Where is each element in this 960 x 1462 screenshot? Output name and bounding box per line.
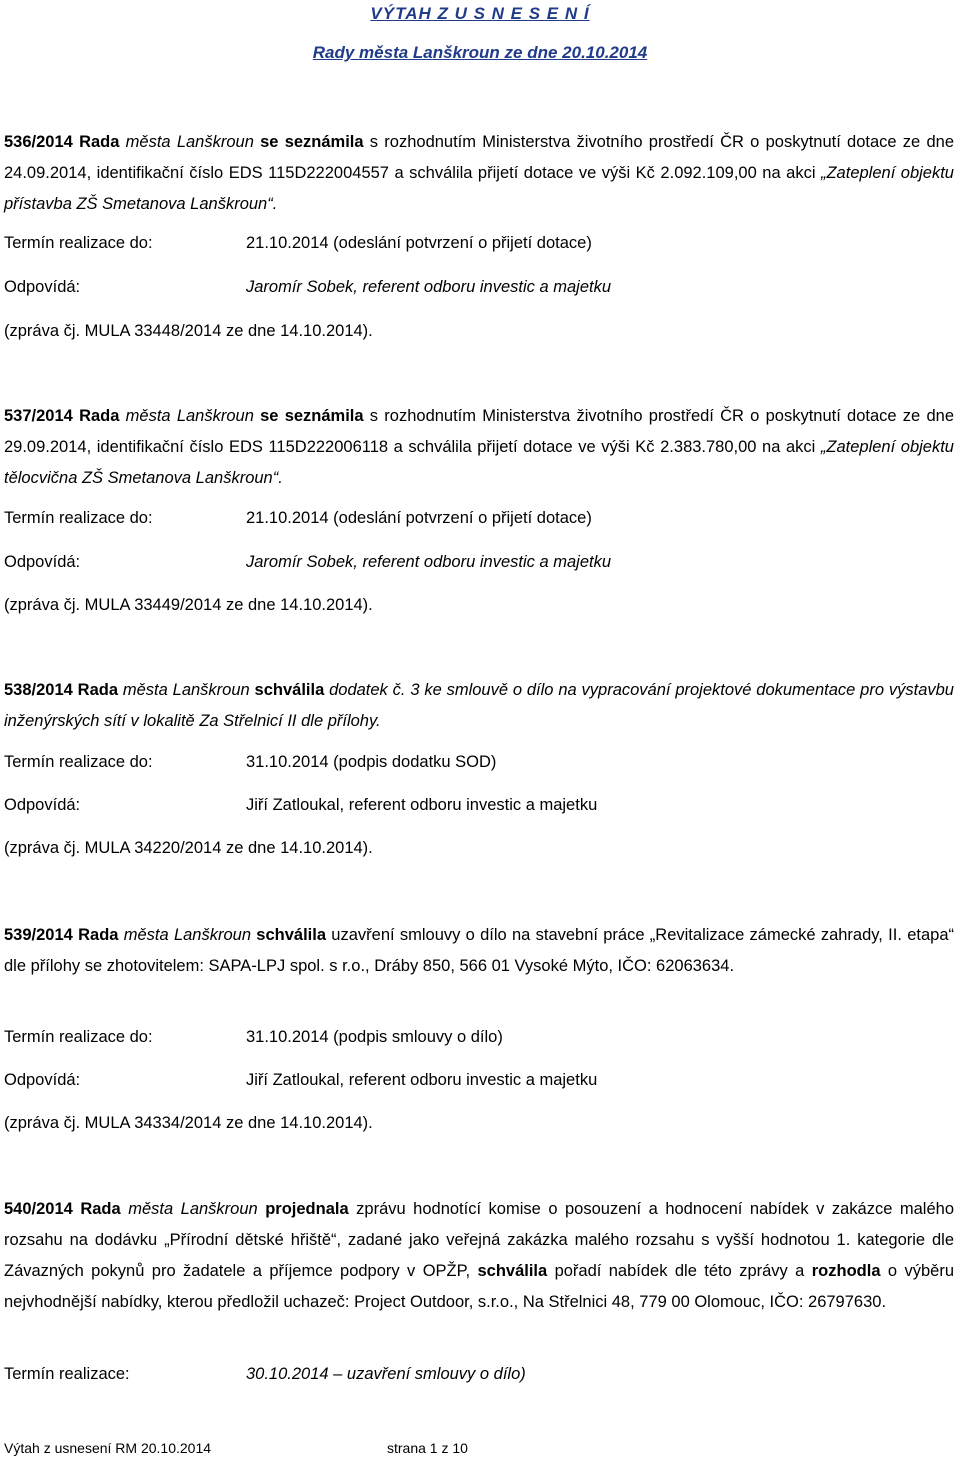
document-subtitle: Rady města Lanškroun ze dne 20.10.2014 <box>312 43 648 62</box>
resolution-verb: schválila <box>254 681 325 699</box>
termin-label: Termín realizace do: <box>4 753 153 771</box>
termin-label: Termín realizace: <box>4 1365 130 1383</box>
footer-page-number: strana 1 z 10 <box>387 1440 468 1456</box>
resolution-536-reference: (zpráva čj. MULA 33448/2014 ze dne 14.10.2014). <box>4 322 373 340</box>
resolution-verb: se seznámila <box>260 407 364 425</box>
resolution-subject: Rada <box>78 926 119 944</box>
termin-value: 30.10.2014 – uzavření smlouvy o dílo) <box>246 1365 526 1383</box>
termin-value: 31.10.2014 (podpis smlouvy o dílo) <box>246 1028 503 1046</box>
odpovida-value: Jaromír Sobek, referent odboru investic a majetku <box>246 278 612 296</box>
resolution-number: 540/2014 <box>4 1200 73 1218</box>
resolution-536-termin <box>4 234 954 256</box>
resolution-540-termin <box>4 1365 954 1387</box>
resolution-538-reference: (zpráva čj. MULA 34220/2014 ze dne 14.10.2014). <box>4 839 373 857</box>
resolution-number: 536/2014 <box>4 133 73 151</box>
resolution-subject: Rada <box>79 133 120 151</box>
resolution-number: 538/2014 <box>4 681 73 699</box>
resolution-538-odpovida <box>4 796 954 818</box>
termin-label: Termín realizace do: <box>4 234 153 252</box>
odpovida-label: Odpovídá: <box>4 553 81 571</box>
resolution-539-termin <box>4 1028 954 1050</box>
resolution-537-reference: (zpráva čj. MULA 33449/2014 ze dne 14.10.2014). <box>4 596 373 614</box>
termin-value: 31.10.2014 (podpis dodatku SOD) <box>246 753 497 771</box>
termin-label: Termín realizace do: <box>4 1028 153 1046</box>
resolution-539-reference: (zpráva čj. MULA 34334/2014 ze dne 14.10.2014). <box>4 1114 373 1132</box>
odpovida-value: Jiří Zatloukal, referent odboru investic a majetku <box>246 1071 598 1089</box>
resolution-verb-2: schválila <box>477 1262 548 1280</box>
resolution-536-odpovida <box>4 278 954 300</box>
resolution-number: 539/2014 <box>4 926 73 944</box>
odpovida-label: Odpovídá: <box>4 1071 81 1089</box>
resolution-540-text: 540/2014 Rada města Lanškroun projednala zprávu hodnotící komise o posouzení a hodnocení nabídek v zakázce malého rozsahu na dodávku „Přírodní dětské hřiště“, zadané jako veřejná zakázka malého rozsahu s vyšší hodnotou 1. kategorie dle Závazných pokynů pro žadatele a příjemce podpory v OPŽP, schválila pořadí nabídek dle této zprávy a rozhodla o výběru nejvhodnější nabídky, kterou předložil uchazeč: Project Outdoor, s.r.o., Na Střelnici 48, 779 00 Olomouc, IČO: 26797630. <box>4 1200 955 1311</box>
footer-document-name: Výtah z usnesení RM 20.10.2014 <box>4 1440 212 1456</box>
resolution-verb: schválila <box>256 926 327 944</box>
resolution-537-text: 537/2014 Rada města Lanškroun se seznámila s rozhodnutím Ministerstva životního prostředí ČR o poskytnutí dotace ze dne 29.09.2014, identifikační číslo EDS 115D222006118 a schválila přijetí dotace ve výši Kč 2.383.780,00 na akci „Zateplení objektu tělocvična ZŠ Smetanova Lanškroun“. <box>4 407 954 487</box>
resolution-538-text: 538/2014 Rada města Lanškroun schválila dodatek č. 3 ke smlouvě o dílo na vypracování projektové dokumentace pro výstavbu inženýrských sítí v lokalitě Za Střelnicí II dle přílohy. <box>4 681 954 730</box>
resolution-536-text: 536/2014 Rada města Lanškroun se seznámila s rozhodnutím Ministerstva životního prostředí ČR o poskytnutí dotace ze dne 24.09.2014, identifikační číslo EDS 115D222004557 a schválila přijetí dotace ve výši Kč 2.092.109,00 na akci „Zateplení objektu přístavba ZŠ Smetanova Lanškroun“. <box>4 133 954 213</box>
odpovida-value: Jiří Zatloukal, referent odboru investic a majetku <box>246 796 598 814</box>
resolution-539-odpovida <box>4 1071 954 1093</box>
resolution-number: 537/2014 <box>4 407 73 425</box>
resolution-subject: Rada <box>79 407 120 425</box>
resolution-538-termin <box>4 753 954 775</box>
termin-value: 21.10.2014 (odeslání potvrzení o přijetí dotace) <box>246 509 592 527</box>
resolution-537-termin <box>4 509 954 531</box>
resolution-verb: projednala <box>265 1200 349 1218</box>
odpovida-value: Jaromír Sobek, referent odboru investic a majetku <box>246 553 612 571</box>
document-title: VÝTAH Z U S N E S E N Í <box>370 4 590 23</box>
resolution-subject: Rada <box>77 681 119 699</box>
resolution-539-text: 539/2014 Rada města Lanškroun schválila uzavření smlouvy o dílo na stavební práce „Revitalizace zámecké zahrady, II. etapa“ dle přílohy se zhotovitelem: SAPA-LPJ spol. s r.o., Dráby 850, 566 01 Vysoké Mýto, IČO: 62063634. <box>4 926 954 975</box>
odpovida-label: Odpovídá: <box>4 278 81 296</box>
resolution-537-odpovida <box>4 553 954 575</box>
termin-value: 21.10.2014 (odeslání potvrzení o přijetí dotace) <box>246 234 592 252</box>
resolution-verb-3: rozhodla <box>811 1262 881 1280</box>
termin-label: Termín realizace do: <box>4 509 153 527</box>
resolution-subject: Rada <box>80 1200 121 1218</box>
odpovida-label: Odpovídá: <box>4 796 81 814</box>
resolution-verb: se seznámila <box>260 133 364 151</box>
